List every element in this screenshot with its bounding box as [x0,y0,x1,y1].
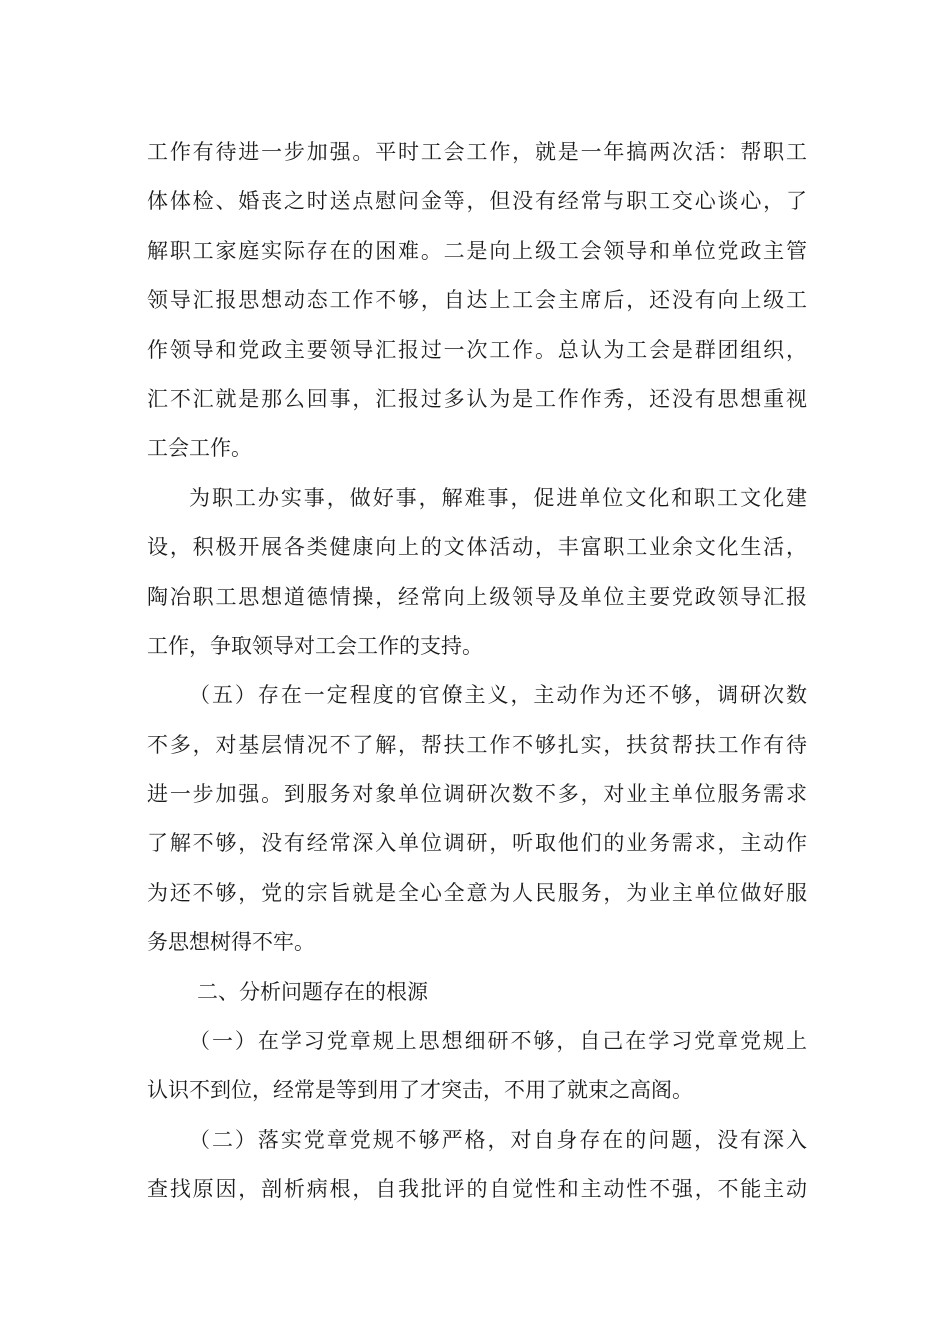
text-line: 工作，争取领导对工会工作的支持。 [147,633,483,658]
text-line: 工会工作。 [147,436,252,461]
text-line: 务思想树得不牢。 [147,930,315,955]
text-line: 工作有待进一步加强。平时工会工作，就是一年搞两次活：帮职工 [147,140,807,164]
text-line: 作领导和党政主要领导汇报过一次工作。总认为工会是群团组织， [147,337,807,362]
section-heading: 二、分析问题存在的根源 [197,979,428,1004]
text-line: 体体检、婚丧之时送点慰问金等，但没有经常与职工交心谈心，了 [147,189,807,214]
paragraph-first-line: （二）落实党章党规不够严格，对自身存在的问题，没有深入 [189,1127,807,1152]
text-line: 查找原因，剖析病根，自我批评的自觉性和主动性不强，不能主动 [147,1177,807,1202]
text-line: 领导汇报思想动态工作不够，自达上工会主席后，还没有向上级工 [147,288,807,313]
text-line: 解职工家庭实际存在的困难。二是向上级工会领导和单位党政主管 [147,238,807,263]
text-line: 汇不汇就是那么回事，汇报过多认为是工作作秀，还没有思想重视 [147,386,807,411]
document-body [147,128,807,1215]
paragraph-first-line: （一）在学习党章规上思想细研不够，自己在学习党章党规上 [189,1029,807,1054]
text-line: 进一步加强。到服务对象单位调研次数不多，对业主单位服务需求 [147,782,807,807]
text-line: 陶冶职工思想道德情操，经常向上级领导及单位主要党政领导汇报 [147,584,807,609]
text-line: 为还不够，党的宗旨就是全心全意为人民服务，为业主单位做好服 [147,880,807,905]
text-line: 不多，对基层情况不了解，帮扶工作不够扎实，扶贫帮扶工作有待 [147,732,807,757]
text-line: 了解不够，没有经常深入单位调研，听取他们的业务需求，主动作 [147,831,807,856]
paragraph-first-line: （五）存在一定程度的官僚主义，主动作为还不够，调研次数 [189,683,807,708]
paragraph-first-line: 为职工办实事，做好事，解难事，促进单位文化和职工文化建 [189,485,807,510]
text-line: 设，积极开展各类健康向上的文体活动，丰富职工业余文化生活， [147,535,807,560]
text-line: 认识不到位，经常是等到用了才突击，不用了就束之高阁。 [147,1078,693,1103]
